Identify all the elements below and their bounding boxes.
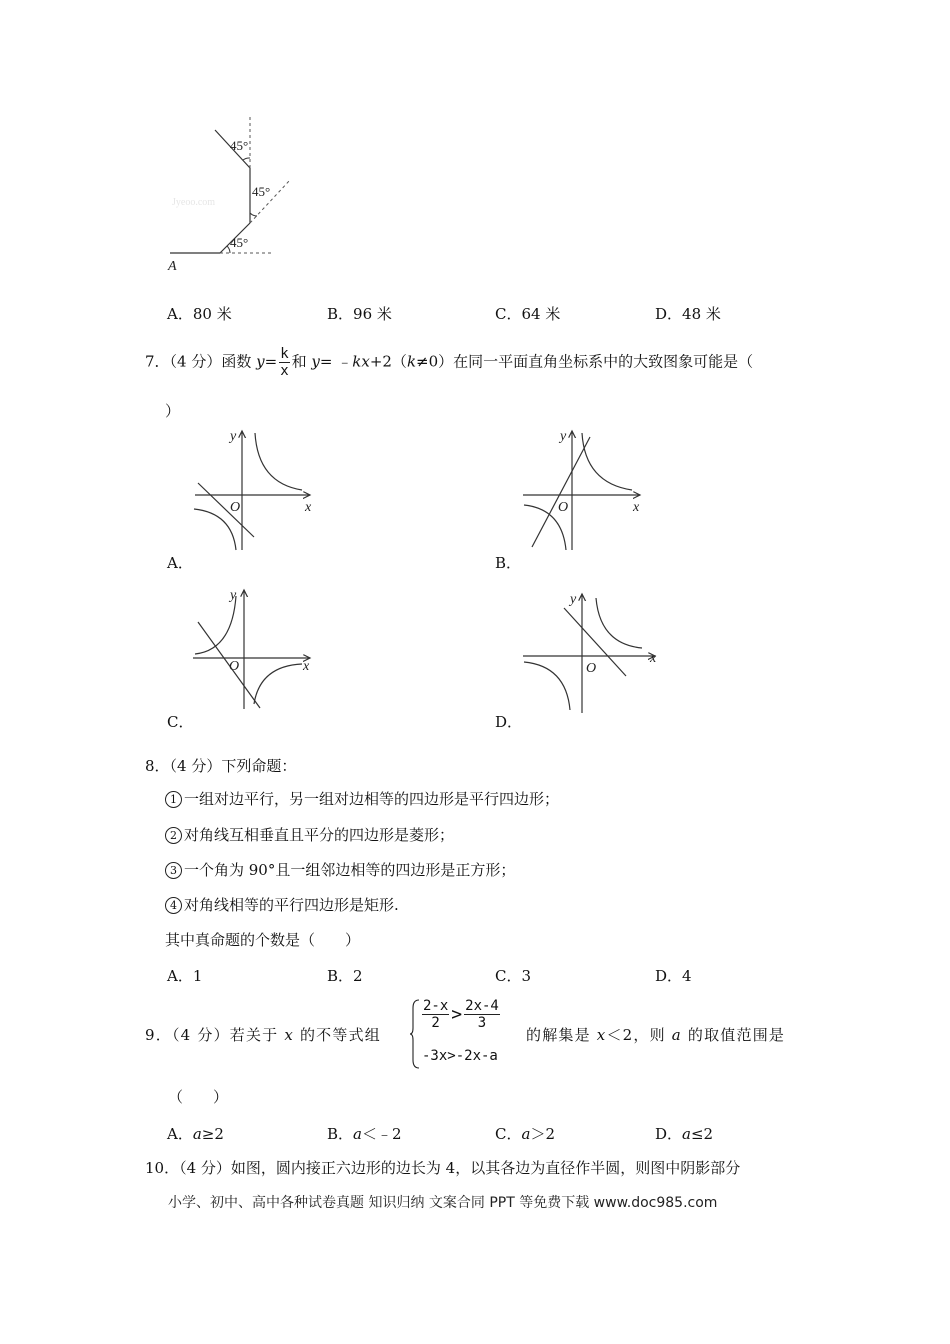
svg-text:y: y	[230, 588, 237, 603]
item-text: 一组对边平行，另一组对边相等的四边形是平行四边形；	[184, 790, 560, 808]
option-var: a	[192, 1125, 202, 1143]
option-var: a	[521, 1125, 531, 1143]
q9-text: 的解集是	[526, 1026, 597, 1044]
item-text: 对角线互相垂直且平分的四边形是菱形；	[184, 826, 455, 844]
svg-text:x: x	[650, 651, 657, 666]
angle-label-3: 45°	[230, 138, 249, 153]
q7-var-k: k	[406, 352, 417, 371]
q7-text-tail: ≠0）在同一平面直角坐标系中的大致图象可能是（	[416, 352, 754, 371]
svg-text:y: y	[570, 592, 577, 607]
svg-text:x: x	[633, 500, 640, 515]
q10-stem	[145, 1158, 740, 1178]
q7-graph-b	[520, 425, 650, 553]
q7-var-kx: kx	[352, 352, 370, 371]
q9-option-d	[655, 1123, 713, 1144]
q9-var-x: x	[284, 1026, 295, 1044]
q7-label-b: B．	[495, 554, 522, 572]
option-text: 4	[682, 967, 692, 985]
fraction-denominator: 2	[431, 1015, 440, 1031]
q8-option-a	[167, 965, 202, 986]
q7-label-d: D．	[495, 713, 523, 731]
q8-item-4	[165, 895, 399, 915]
svg-text:x: x	[303, 659, 310, 674]
option-text: 3	[521, 967, 532, 985]
option-letter: B．	[327, 305, 354, 323]
option-letter: A．	[167, 305, 193, 323]
fraction-numerator: 2-x	[423, 998, 449, 1014]
option-text: 2	[353, 967, 363, 985]
q7-var-y2: y	[311, 352, 320, 371]
q10-text: （4 分）如图，圆内接正六边形的边长为 4，以其各边为直径作半圆，则图中阴影部分	[179, 1159, 741, 1177]
gt-symbol: >	[451, 1004, 463, 1025]
q8-option-d	[655, 965, 692, 986]
item-text: 对角线相等的平行四边形是矩形.	[184, 896, 399, 914]
q7-graph-d	[520, 588, 660, 716]
q9-text: 的取值范围是	[681, 1026, 786, 1044]
option-text: 1	[192, 967, 203, 985]
option-letter: D．	[655, 305, 683, 323]
q7-label-a: A．	[167, 554, 193, 572]
q7-label-c: C．	[167, 713, 194, 731]
option-letter: C．	[495, 967, 522, 985]
q7-var-y: y	[256, 352, 265, 371]
option-var: a	[353, 1125, 362, 1143]
q9-text: ＜2，则	[606, 1026, 672, 1044]
svg-text:y: y	[560, 429, 567, 444]
q9-stem-right	[526, 1025, 785, 1045]
question-number: 9．	[145, 1026, 172, 1044]
q9-var-a: a	[671, 1026, 682, 1044]
svg-text:y: y	[230, 429, 237, 444]
q6-option-c	[495, 303, 560, 324]
q8-item-1	[165, 789, 559, 809]
option-text: ＜﹣2	[361, 1125, 402, 1143]
path-angle-figure	[160, 110, 300, 275]
option-letter: B．	[327, 967, 354, 985]
q8-text: （4 分）下列命题：	[169, 757, 297, 775]
q6-option-d	[655, 303, 721, 324]
fraction-numerator: 2x-4	[465, 998, 499, 1014]
q9-option-b	[327, 1123, 402, 1144]
q8-option-c	[495, 965, 531, 986]
inequality-1	[422, 998, 500, 1031]
option-text: 48 米	[682, 305, 721, 323]
q9-var-x: x	[596, 1026, 607, 1044]
q6-option-a	[167, 303, 232, 324]
q7-stem	[145, 346, 753, 379]
svg-text:x: x	[305, 500, 312, 515]
q7-eq2: = ﹣	[319, 352, 353, 371]
q8-question: 其中真命题的个数是（ ）	[165, 931, 361, 949]
option-text: ≥2	[201, 1125, 224, 1143]
option-text: 96 米	[353, 305, 392, 323]
option-text: 80 米	[192, 305, 232, 323]
q9-option-c	[495, 1123, 555, 1144]
point-a-label: A	[168, 259, 177, 274]
fraction-denominator: x	[280, 363, 289, 379]
question-number: 8．	[145, 757, 170, 775]
option-letter: D．	[655, 967, 683, 985]
q7-close-paren: ）	[165, 402, 181, 420]
left-brace	[410, 998, 420, 1070]
question-number: 7．	[145, 352, 170, 371]
inequality-2: -3x>-2x-a	[422, 1048, 498, 1064]
q7-graph-c	[190, 584, 320, 712]
watermark: Jyeoo.com	[172, 197, 216, 208]
q6-option-b	[327, 303, 392, 324]
q8-option-b	[327, 965, 363, 986]
angle-label-2: 45°	[252, 184, 271, 199]
q9-answer-paren: （ ）	[168, 1088, 229, 1106]
fraction-numerator: k	[280, 346, 289, 362]
q9-inequality-system	[410, 998, 525, 1070]
q7-text: （4 分）函数	[169, 352, 257, 371]
circled-number: 1	[165, 791, 182, 808]
option-letter: A．	[167, 967, 193, 985]
circled-number: 2	[165, 827, 182, 844]
svg-text:O: O	[558, 500, 569, 515]
option-text: ＞2	[530, 1125, 555, 1143]
q9-text: （4 分）若关于	[171, 1026, 285, 1044]
option-letter: B．	[327, 1125, 354, 1143]
q9-text: 的不等式组	[294, 1026, 381, 1044]
svg-text:O: O	[586, 661, 597, 676]
circled-number: 4	[165, 897, 182, 914]
option-letter: A．	[167, 1125, 193, 1143]
q7-fraction	[279, 346, 289, 379]
q7-eq: =	[264, 352, 278, 371]
item-text: 一个角为 90°且一组邻边相等的四边形是正方形；	[184, 861, 516, 879]
option-letter: D．	[655, 1125, 683, 1143]
option-text: ≤2	[690, 1125, 714, 1143]
q7-text-and: 和	[291, 352, 312, 371]
page-footer: 小学、初中、高中各种试卷真题 知识归纳 文案合同 PPT 等免费下载 www.doc985.com	[168, 1195, 718, 1211]
question-number: 10．	[145, 1159, 180, 1177]
option-letter: C．	[495, 1125, 522, 1143]
option-letter: C．	[495, 305, 522, 323]
option-var: a	[682, 1125, 691, 1143]
q8-stem	[145, 756, 296, 776]
angle-label-1: 45°	[230, 235, 249, 250]
q8-item-3	[165, 860, 515, 880]
svg-text:O: O	[230, 500, 241, 515]
q7-graph-a	[190, 425, 320, 553]
option-text: 64 米	[521, 305, 561, 323]
circled-number: 3	[165, 862, 182, 879]
q8-item-2	[165, 825, 454, 845]
q9-option-a	[167, 1123, 224, 1144]
svg-text:O: O	[229, 659, 240, 674]
q9-stem-left	[145, 1025, 381, 1045]
q7-plus: +2（	[369, 352, 407, 371]
fraction-denominator: 3	[477, 1015, 487, 1031]
